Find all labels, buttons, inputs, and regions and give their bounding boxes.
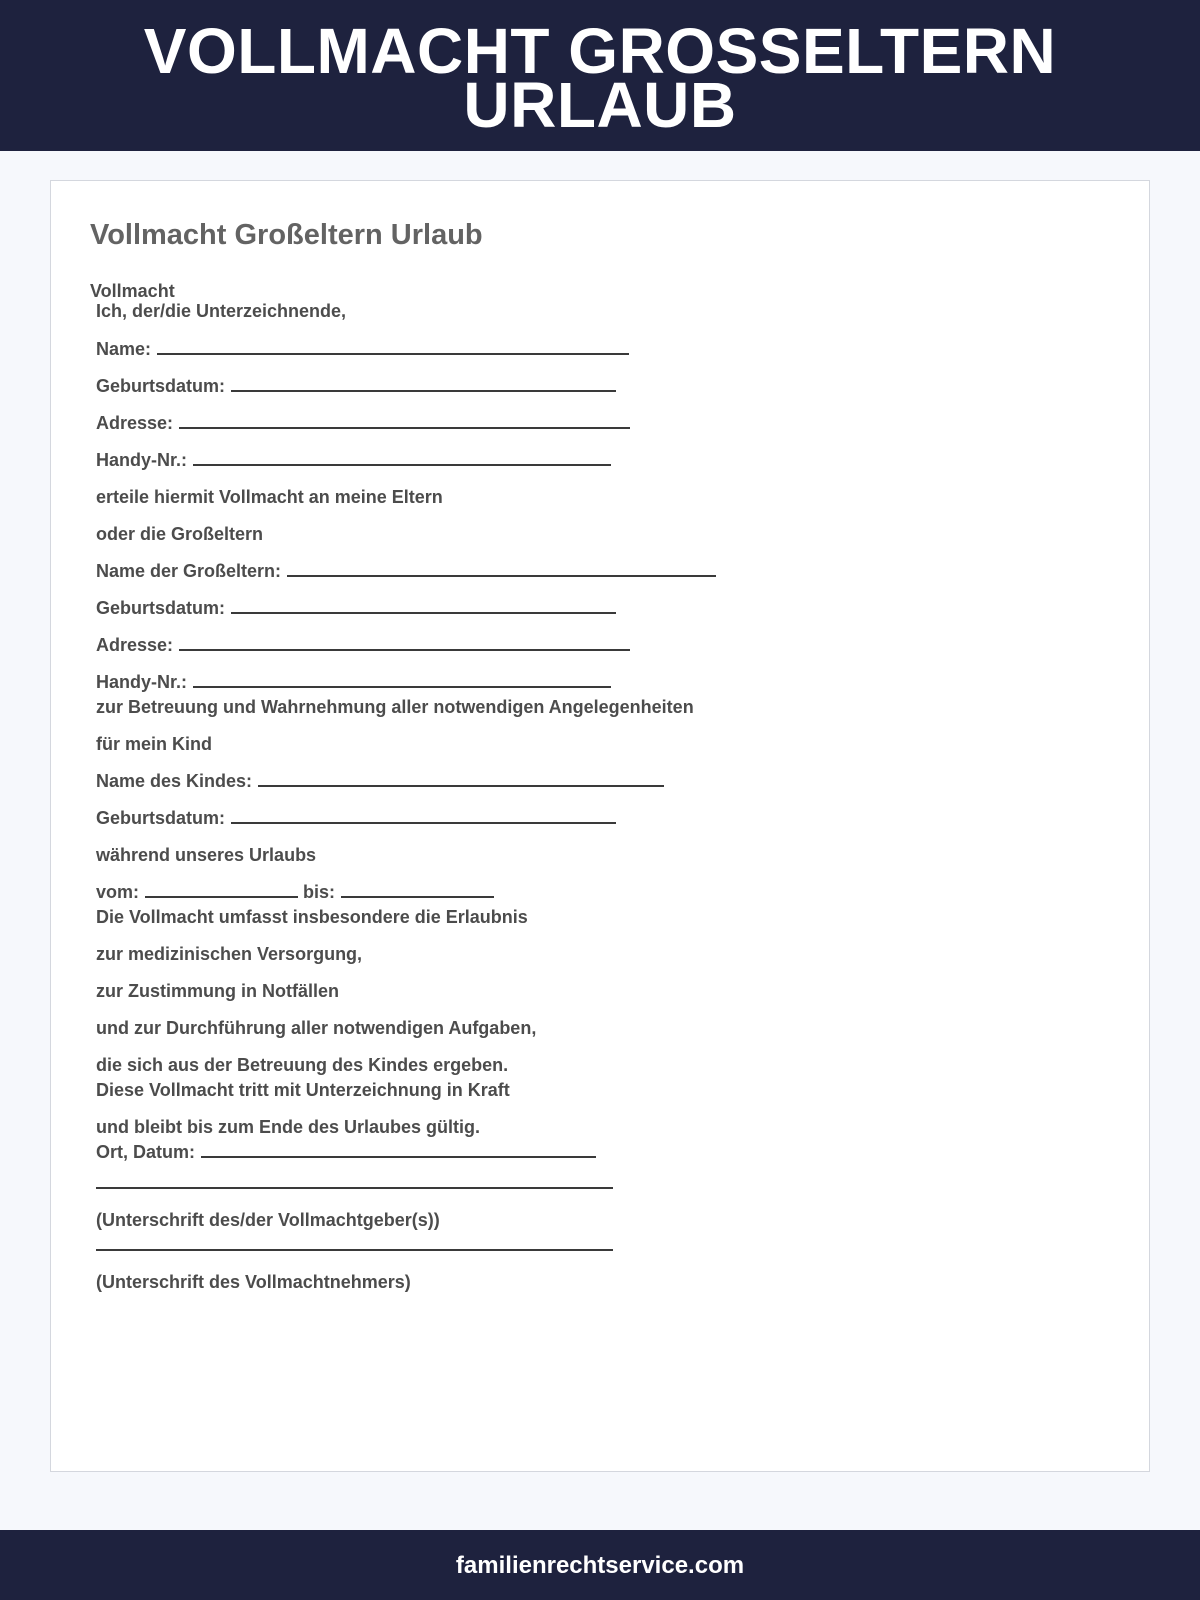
grandparents-address-field: Adresse: (96, 635, 630, 655)
header-banner (0, 0, 1200, 151)
child-birthdate-blank[interactable] (231, 808, 616, 824)
page-title-line-1: VOLLMACHT GROSSELTERN (143, 15, 1057, 87)
address-field: Adresse: (96, 413, 630, 433)
document-card (50, 180, 1150, 1472)
consent-line: zur Zustimmung in Notfällen (96, 981, 339, 1001)
from-date-blank[interactable] (145, 882, 298, 898)
child-name-blank[interactable] (258, 771, 664, 787)
grantor-signature-line[interactable] (96, 1173, 613, 1193)
medical-line: zur medizinischen Versorgung, (96, 944, 363, 964)
phone-field: Handy-Nr.: (96, 450, 611, 470)
grandparents-line: oder die Großeltern (96, 524, 264, 544)
phone-blank[interactable] (193, 450, 611, 466)
grantee-signature-caption: (Unterschrift des Vollmachtnehmers) (96, 1272, 411, 1292)
scope-line: Die Vollmacht umfasst insbesondere die Erlaubnis (96, 907, 528, 927)
care-line: zur Betreuung und Wahrnehmung aller notwendigen Angelegenheiten (96, 697, 694, 717)
grandparents-phone-field: Handy-Nr.: (96, 672, 611, 692)
grandparents-phone-blank[interactable] (193, 672, 611, 688)
document-title: Vollmacht Großeltern Urlaub (90, 219, 483, 251)
page-title (0, 15, 1200, 141)
address-blank[interactable] (179, 413, 630, 429)
valid-line: und bleibt bis zum Ende des Urlaubes gültig. (96, 1117, 481, 1137)
grandparents-birthdate-blank[interactable] (231, 598, 616, 614)
name-blank[interactable] (157, 339, 629, 355)
page-title-line-2: URLAUB (463, 69, 737, 141)
section-label: Vollmacht (90, 281, 175, 301)
place-date-blank[interactable] (201, 1142, 596, 1158)
grantee-signature-blank[interactable] (96, 1235, 613, 1251)
grandparents-address-blank[interactable] (179, 635, 630, 651)
birthdate-blank[interactable] (231, 376, 616, 392)
child-name-field: Name des Kindes: (96, 771, 664, 791)
grantee-signature-line[interactable] (96, 1235, 613, 1255)
child-birthdate-field: Geburtsdatum: (96, 808, 616, 828)
for-child-line: für mein Kind (96, 734, 212, 754)
footer-banner (0, 1530, 1200, 1600)
grantor-signature-blank[interactable] (96, 1173, 613, 1189)
to-date-blank[interactable] (341, 882, 494, 898)
grandparents-name-blank[interactable] (287, 561, 716, 577)
name-field: Name: (96, 339, 629, 359)
grant-line: erteile hiermit Vollmacht an meine Eltern (96, 487, 443, 507)
place-date-field: Ort, Datum: (96, 1142, 596, 1162)
grandparents-name-field: Name der Großeltern: (96, 561, 716, 581)
grantor-signature-caption: (Unterschrift des/der Vollmachtgeber(s)) (96, 1210, 440, 1230)
period-field: vom: bis: (96, 882, 494, 902)
result-line: die sich aus der Betreuung des Kindes ergeben. (96, 1055, 509, 1075)
birthdate-field: Geburtsdatum: (96, 376, 616, 396)
during-line: während unseres Urlaubs (96, 845, 317, 865)
effective-line: Diese Vollmacht tritt mit Unterzeichnung in Kraft (96, 1080, 510, 1100)
tasks-line: und zur Durchführung aller notwendigen Aufgaben, (96, 1018, 537, 1038)
grandparents-birthdate-field: Geburtsdatum: (96, 598, 616, 618)
intro-line: Ich, der/die Unterzeichnende, (96, 301, 347, 321)
footer-website[interactable]: familienrechtservice.com (455, 1552, 745, 1579)
